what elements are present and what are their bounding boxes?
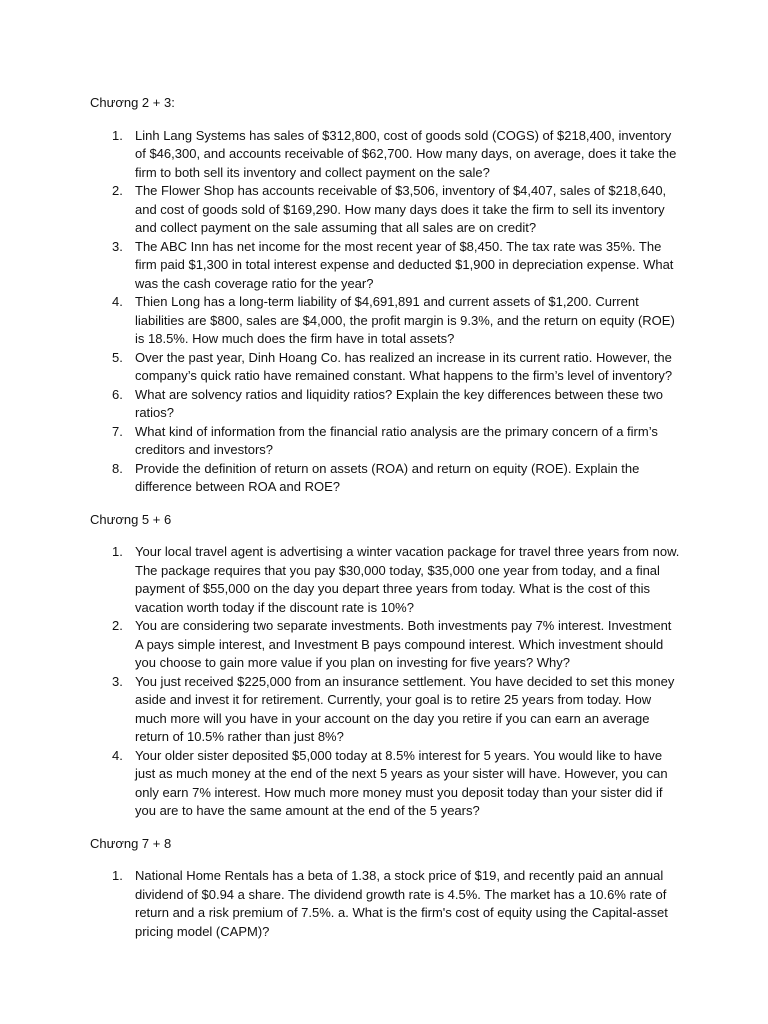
- list-item: [90, 238, 682, 294]
- item-text: Your local travel agent is advertising a winter vacation package for travel three years from now. The package requires that you pay $30,000 today, $35,000 one year from today, and a final payment of $55,000 on the day you depart three years from today. What is the cost of this vacation worth today if the discount rate is 10%?: [135, 544, 680, 615]
- list-item: [90, 747, 682, 821]
- list-item: [90, 349, 682, 386]
- item-text: Linh Lang Systems has sales of $312,800, cost of goods sold (COGS) of $218,400, inventory of $46,300, and accounts receivable of $62,700. How many days, on average, does it take the firm to both sell its inventory and collect payment on the sale?: [135, 127, 677, 180]
- question-list: [90, 867, 682, 941]
- item-text: The ABC Inn has net income for the most recent year of $8,450. The tax rate was 35%. The firm paid $1,300 in total interest expense and deducted $1,900 in depreciation expense. What was the cash coverage ratio for the year?: [135, 238, 674, 291]
- list-item: [90, 182, 682, 238]
- list-item: [90, 293, 682, 349]
- item-number: 7.: [112, 423, 123, 439]
- item-number: 3.: [112, 673, 123, 689]
- item-number: 2.: [112, 618, 123, 633]
- item-text: What are solvency ratios and liquidity ratios? Explain the key differences between these two ratios?: [135, 386, 663, 420]
- item-number: 1.: [112, 544, 123, 559]
- item-text: Thien Long has a long-term liability of $4,691,891 and current assets of $1,200. Current liabilities are $800, sales are $4,000, the profit margin is 9.3%, and the return on equity (ROE) is 18.5%. How much does the firm have in total assets?: [135, 294, 675, 346]
- item-number: 3.: [112, 238, 123, 254]
- list-item: [90, 460, 682, 497]
- list-item: [90, 617, 682, 673]
- item-text: Your older sister deposited $5,000 today at 8.5% interest for 5 years. You would like to have just as much money at the end of the next 5 years as your sister will have. However, you can only earn 7% interest. How much more money must you deposit today than your sister did if you are to have the same amount at the end of the 5 years?: [135, 747, 668, 818]
- section-chuong-2-3: [90, 94, 682, 497]
- section-heading: Chương 7 + 8: [90, 835, 172, 851]
- item-text: What kind of information from the financial ratio analysis are the primary concern of a firm’s creditors and investors?: [135, 423, 658, 457]
- section-chuong-5-6: [90, 511, 682, 821]
- section-chuong-7-8: [90, 835, 682, 942]
- item-text: The Flower Shop has accounts receivable of $3,506, inventory of $4,407, sales of $218,640, and cost of goods sold of $169,290. How many days does it take the firm to sell its inventory and collect payment on the sale assuming that all sales are on credit?: [135, 183, 667, 235]
- item-text: You just received $225,000 from an insurance settlement. You have decided to set this money aside and invest it for retirement. Currently, your goal is to retire 25 years from today. How much more will you have in your account on the day you retire if you can earn an average return of 10.5% rather than just 8%?: [135, 673, 675, 744]
- item-text: You are considering two separate investments. Both investments pay 7% interest. Investment A pays simple interest, and Investment B pays compound interest. Which investment should you choose to gain more value if you plan on investing for five years? Why?: [135, 618, 672, 670]
- item-number: 1.: [112, 127, 123, 143]
- list-item: [90, 127, 682, 183]
- item-number: 4.: [112, 294, 123, 309]
- item-number: 4.: [112, 747, 123, 763]
- item-number: 6.: [112, 386, 123, 402]
- item-text: Provide the definition of return on assets (ROA) and return on equity (ROE). Explain the difference between ROA and ROE?: [135, 460, 640, 494]
- item-number: 1.: [112, 868, 123, 883]
- section-heading: Chương 5 + 6: [90, 511, 172, 527]
- list-item: [90, 386, 682, 423]
- question-list: [90, 127, 682, 497]
- list-item: [90, 673, 682, 747]
- question-list: [90, 543, 682, 821]
- item-text: National Home Rentals has a beta of 1.38, a stock price of $19, and recently paid an annual dividend of $0.94 a share. The dividend growth rate is 4.5%. The market has a 10.6% rate of return and a risk premium of 7.5%. a. What is the firm's cost of equity using the Capital-asset pricing model (CAPM)?: [135, 868, 668, 939]
- item-number: 5.: [112, 349, 123, 365]
- section-heading: Chương 2 + 3:: [90, 95, 175, 110]
- document-page: [90, 94, 682, 955]
- item-number: 8.: [112, 460, 123, 476]
- item-text: Over the past year, Dinh Hoang Co. has realized an increase in its current ratio. However, the company’s quick ratio have remained constant. What happens to the firm’s level of inventory?: [135, 349, 673, 383]
- item-number: 2.: [112, 183, 123, 198]
- list-item: [90, 543, 682, 617]
- list-item: [90, 867, 682, 941]
- list-item: [90, 423, 682, 460]
